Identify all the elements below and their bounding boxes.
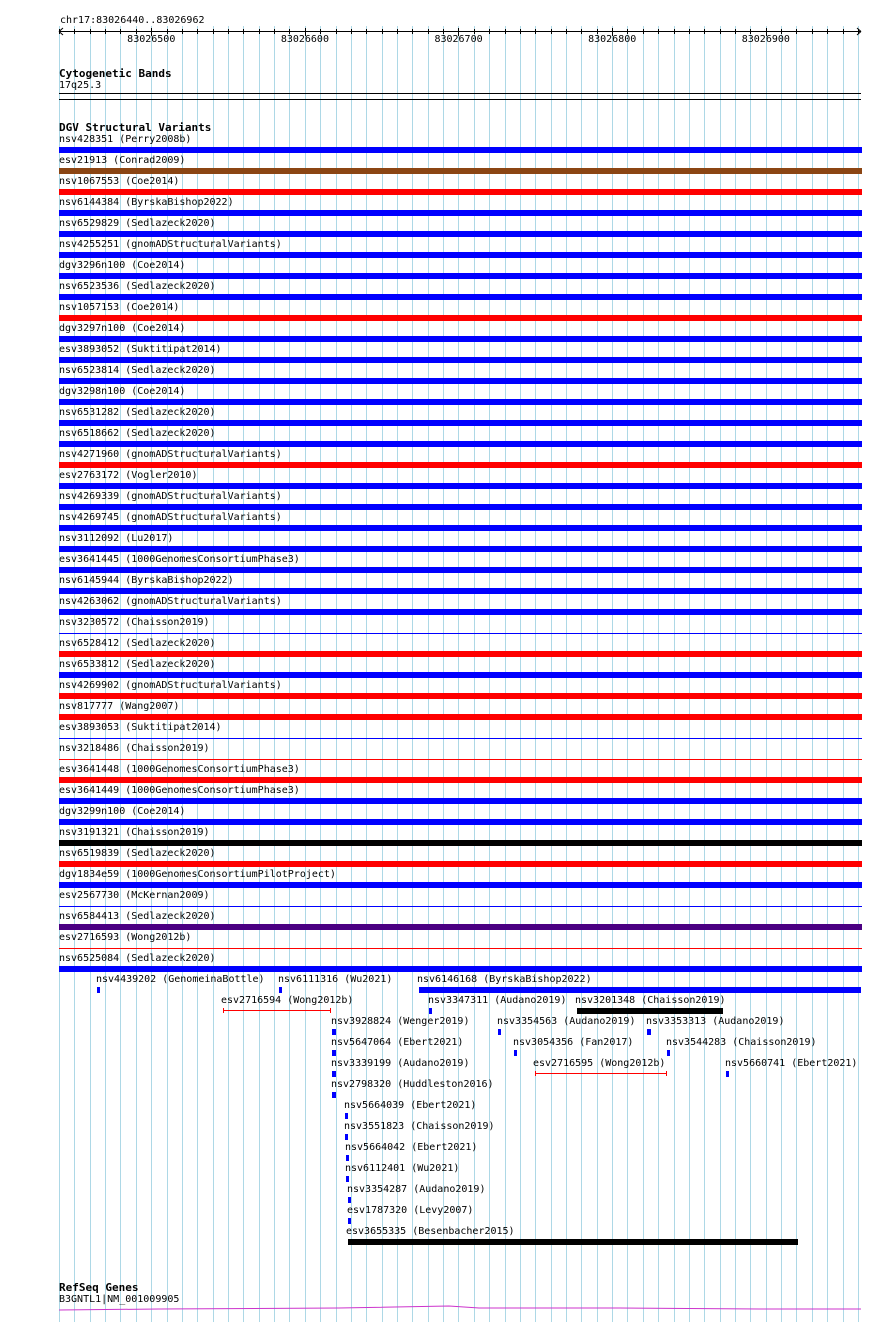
ruler-tick-label: 83026800 xyxy=(588,34,637,45)
variant-bar[interactable] xyxy=(59,231,862,237)
variant-tick[interactable] xyxy=(346,1155,349,1161)
variant-bar[interactable] xyxy=(59,504,862,510)
variant-tick[interactable] xyxy=(429,1008,432,1014)
variant-label[interactable]: nsv3928824 (Wenger2019) xyxy=(331,1016,470,1027)
variant-label[interactable]: nsv3201348 (Chaisson2019) xyxy=(575,995,726,1006)
variant-bar[interactable] xyxy=(59,633,862,634)
variant-tick[interactable] xyxy=(348,1218,351,1224)
ruler-tick-label: 83026700 xyxy=(434,34,483,45)
variant-label[interactable]: esv3893052 (Suktitipat2014) xyxy=(59,344,222,355)
variant-tick[interactable] xyxy=(498,1029,501,1035)
variant-label[interactable]: esv2716593 (Wong2012b) xyxy=(59,932,192,943)
variant-bar[interactable] xyxy=(59,210,862,216)
variant-label[interactable]: esv1787320 (Levy2007) xyxy=(347,1205,474,1216)
variant-bar[interactable] xyxy=(59,861,862,867)
variant-bar[interactable] xyxy=(348,1239,798,1245)
variant-bar[interactable] xyxy=(59,483,862,489)
variant-bar[interactable] xyxy=(59,441,862,447)
ruler-tick-label: 83026500 xyxy=(127,34,176,45)
variant-bar[interactable] xyxy=(59,378,862,384)
cytoband-bar-top xyxy=(59,93,861,94)
variant-bar[interactable] xyxy=(59,357,862,363)
variant-interval-cap xyxy=(330,1008,331,1013)
variant-bar[interactable] xyxy=(59,882,862,888)
variant-tick[interactable] xyxy=(332,1092,336,1098)
variant-label[interactable]: esv3893053 (Suktitipat2014) xyxy=(59,722,222,733)
variant-bar[interactable] xyxy=(59,147,862,153)
variant-label[interactable]: nsv6528412 (Sedlazeck2020) xyxy=(59,638,216,649)
variant-tick[interactable] xyxy=(345,1134,348,1140)
variant-bar[interactable] xyxy=(59,294,862,300)
variant-label[interactable]: nsv6531282 (Sedlazeck2020) xyxy=(59,407,216,418)
gene-intron-line xyxy=(59,1306,861,1310)
variant-tick[interactable] xyxy=(667,1050,670,1056)
variant-label[interactable]: esv2716595 (Wong2012b) xyxy=(533,1058,666,1069)
variant-bar[interactable] xyxy=(59,567,862,573)
variant-bar[interactable] xyxy=(59,777,862,783)
variant-bar[interactable] xyxy=(59,168,862,174)
variant-label[interactable]: nsv3354563 (Audano2019) xyxy=(497,1016,636,1027)
refseq-gene-model[interactable] xyxy=(59,1305,861,1313)
variant-bar[interactable] xyxy=(59,609,862,615)
variant-tick[interactable] xyxy=(332,1071,336,1077)
cytoband-track-title[interactable]: Cytogenetic Bands xyxy=(59,67,172,80)
variant-label[interactable]: dgv3298n100 (Coe2014) xyxy=(59,386,186,397)
variant-label[interactable]: nsv817777 (Wang2007) xyxy=(59,701,180,712)
variant-bar[interactable] xyxy=(59,819,862,825)
variant-label[interactable]: nsv6145944 (ByrskaBishop2022) xyxy=(59,575,234,586)
refseq-track-title[interactable]: RefSeq Genes xyxy=(59,1281,139,1294)
variant-label[interactable]: nsv4271960 (gnomADStructuralVariants) xyxy=(59,449,282,460)
variant-tick[interactable] xyxy=(647,1029,651,1035)
ruler-tick-label: 83026900 xyxy=(741,34,790,45)
variant-bar[interactable] xyxy=(59,693,862,699)
locus-label: chr17:83026440..83026962 xyxy=(60,15,205,26)
variant-bar[interactable] xyxy=(59,420,862,426)
variant-bar[interactable] xyxy=(59,525,862,531)
variant-label[interactable]: nsv5664042 (Ebert2021) xyxy=(345,1142,478,1153)
variant-tick[interactable] xyxy=(332,1029,336,1035)
variant-bar[interactable] xyxy=(59,906,862,907)
variant-bar[interactable] xyxy=(59,924,862,930)
variant-tick[interactable] xyxy=(346,1176,349,1182)
variant-label[interactable]: nsv6112401 (Wu2021) xyxy=(345,1163,460,1174)
variant-bar[interactable] xyxy=(59,672,862,678)
variant-bar[interactable] xyxy=(59,399,862,405)
variant-label[interactable]: nsv4269339 (gnomADStructuralVariants) xyxy=(59,491,282,502)
variant-label[interactable]: nsv6584413 (Sedlazeck2020) xyxy=(59,911,216,922)
variant-label[interactable]: nsv6519839 (Sedlazeck2020) xyxy=(59,848,216,859)
variant-label[interactable]: nsv5664039 (Ebert2021) xyxy=(344,1100,477,1111)
variant-interval[interactable] xyxy=(223,1010,331,1011)
variant-label[interactable]: nsv5647064 (Ebert2021) xyxy=(331,1037,464,1048)
variant-label[interactable]: nsv4439202 (GenomeinaBottle) xyxy=(96,974,265,985)
variant-tick[interactable] xyxy=(726,1071,729,1077)
variant-interval[interactable] xyxy=(535,1073,667,1074)
variant-bar[interactable] xyxy=(59,651,862,657)
variant-interval-cap xyxy=(666,1071,667,1076)
variant-label[interactable]: nsv5660741 (Ebert2021) xyxy=(725,1058,858,1069)
variant-label[interactable]: esv3655335 (Besenbacher2015) xyxy=(346,1226,515,1237)
variant-tick[interactable] xyxy=(332,1050,336,1056)
variant-bar[interactable] xyxy=(419,987,861,993)
variant-bar[interactable] xyxy=(59,714,862,720)
variant-label[interactable]: dgv3296n100 (Coe2014) xyxy=(59,260,186,271)
variant-bar[interactable] xyxy=(59,546,862,552)
variant-label[interactable]: nsv1057153 (Coe2014) xyxy=(59,302,180,313)
variant-label[interactable]: nsv3347311 (Audano2019) xyxy=(428,995,567,1006)
variant-label[interactable]: nsv3054356 (Fan2017) xyxy=(513,1037,634,1048)
variant-bar[interactable] xyxy=(59,336,862,342)
variant-label[interactable]: nsv3218486 (Chaisson2019) xyxy=(59,743,210,754)
variant-bar[interactable] xyxy=(59,588,862,594)
variant-interval-cap xyxy=(535,1071,536,1076)
variant-bar[interactable] xyxy=(59,759,862,760)
variant-bar[interactable] xyxy=(59,948,862,949)
variant-label[interactable]: esv3641445 (1000GenomesConsortiumPhase3) xyxy=(59,554,300,565)
refseq-gene-label[interactable]: B3GNTL1|NM_001009905 xyxy=(59,1294,180,1305)
variant-bar[interactable] xyxy=(59,315,862,321)
variant-bar[interactable] xyxy=(59,738,862,739)
dgv-track-title[interactable]: DGV Structural Variants xyxy=(59,121,212,134)
variant-label[interactable]: nsv3339199 (Audano2019) xyxy=(331,1058,470,1069)
variant-label[interactable]: nsv428351 (Perry2008b) xyxy=(59,134,192,145)
variant-label[interactable]: esv2763172 (Vogler2010) xyxy=(59,470,198,481)
variant-label[interactable]: nsv6525084 (Sedlazeck2020) xyxy=(59,953,216,964)
variant-bar[interactable] xyxy=(59,252,862,258)
variant-interval-cap xyxy=(223,1008,224,1013)
variant-bar[interactable] xyxy=(59,189,862,195)
variant-label[interactable]: dgv1834e59 (1000GenomesConsortiumPilotProject) xyxy=(59,869,336,880)
variant-label[interactable]: nsv4269745 (gnomADStructuralVariants) xyxy=(59,512,282,523)
variant-label[interactable]: nsv6529829 (Sedlazeck2020) xyxy=(59,218,216,229)
variant-label[interactable]: nsv6144384 (ByrskaBishop2022) xyxy=(59,197,234,208)
variant-bar[interactable] xyxy=(59,273,862,279)
variant-label[interactable]: dgv3299n100 (Coe2014) xyxy=(59,806,186,817)
cytoband-label[interactable]: 17q25.3 xyxy=(59,80,102,91)
variant-label[interactable]: nsv3544283 (Chaisson2019) xyxy=(666,1037,817,1048)
variant-label[interactable]: nsv3230572 (Chaisson2019) xyxy=(59,617,210,628)
variant-label[interactable]: esv3641449 (1000GenomesConsortiumPhase3) xyxy=(59,785,300,796)
ruler-tick-label: 83026600 xyxy=(280,34,329,45)
variant-label[interactable]: nsv3191321 (Chaisson2019) xyxy=(59,827,210,838)
variant-label[interactable]: nsv6518662 (Sedlazeck2020) xyxy=(59,428,216,439)
variant-label[interactable]: nsv6533812 (Sedlazeck2020) xyxy=(59,659,216,670)
variant-label[interactable]: nsv6146168 (ByrskaBishop2022) xyxy=(417,974,592,985)
variant-label[interactable]: esv2716594 (Wong2012b) xyxy=(221,995,354,1006)
variant-label[interactable]: nsv1067553 (Coe2014) xyxy=(59,176,180,187)
variant-label[interactable]: nsv3551823 (Chaisson2019) xyxy=(344,1121,495,1132)
variant-bar[interactable] xyxy=(59,798,862,804)
variant-bar[interactable] xyxy=(59,840,862,846)
variant-tick[interactable] xyxy=(279,987,282,993)
variant-label[interactable]: nsv3112092 (Lu2017) xyxy=(59,533,174,544)
variant-bar[interactable] xyxy=(59,966,862,972)
variant-label[interactable]: esv2567730 (McKernan2009) xyxy=(59,890,210,901)
variant-label[interactable]: nsv4255251 (gnomADStructuralVariants) xyxy=(59,239,282,250)
cytoband-bar-bottom xyxy=(59,99,861,100)
variant-bar[interactable] xyxy=(577,1008,723,1014)
variant-label[interactable]: nsv4263062 (gnomADStructuralVariants) xyxy=(59,596,282,607)
variant-label[interactable]: nsv3354287 (Audano2019) xyxy=(347,1184,486,1195)
variant-tick[interactable] xyxy=(97,987,100,993)
variant-label[interactable]: esv21913 (Conrad2009) xyxy=(59,155,186,166)
variant-label[interactable]: nsv6111316 (Wu2021) xyxy=(278,974,393,985)
variant-tick[interactable] xyxy=(345,1113,348,1119)
variant-label[interactable]: esv3641448 (1000GenomesConsortiumPhase3) xyxy=(59,764,300,775)
variant-bar[interactable] xyxy=(59,462,862,468)
variant-label[interactable]: nsv6523536 (Sedlazeck2020) xyxy=(59,281,216,292)
variant-label[interactable]: nsv4269902 (gnomADStructuralVariants) xyxy=(59,680,282,691)
variant-tick[interactable] xyxy=(348,1197,351,1203)
variant-label[interactable]: nsv6523814 (Sedlazeck2020) xyxy=(59,365,216,376)
variant-label[interactable]: nsv2798320 (Huddleston2016) xyxy=(331,1079,494,1090)
variant-label[interactable]: nsv3353313 (Audano2019) xyxy=(646,1016,785,1027)
variant-tick[interactable] xyxy=(514,1050,517,1056)
variant-label[interactable]: dgv3297n100 (Coe2014) xyxy=(59,323,186,334)
